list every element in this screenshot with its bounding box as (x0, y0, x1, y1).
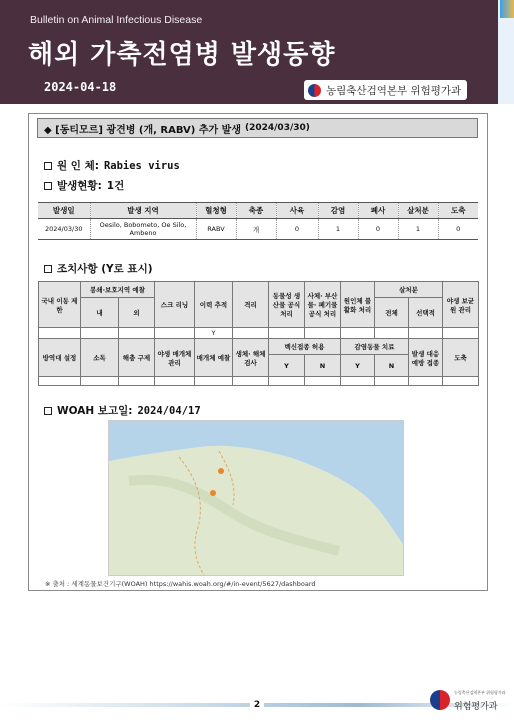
header-cell: 선택적 (409, 298, 443, 328)
org-logo-icon (307, 83, 322, 98)
page-title: 해외 가축전염병 발생동향 (28, 40, 336, 70)
header-cell: 도축 (443, 339, 479, 377)
table-header-row (38, 203, 478, 219)
header-cell: 살처분 (398, 203, 438, 219)
measures-label: 조치사항 (Y로 표시) (57, 263, 153, 275)
outbreak-marker (210, 490, 216, 496)
header-cell: 이력 추적 (195, 282, 233, 328)
topic-date: (2024/03/30) (244, 123, 310, 133)
header-cell: 축종 (236, 203, 276, 219)
value-cell (409, 377, 443, 386)
value-cell (305, 328, 341, 339)
source-note: ※ 출처 : 세계동물보건기구(WOAH) https://wahis.woah.org/#/in-event/5627/dashboard (45, 580, 316, 588)
value-cell (443, 328, 479, 339)
value-cell (155, 377, 195, 386)
header-cell: 백신접종 허용 (269, 339, 341, 355)
header-cell: 매개체 예찰 (195, 339, 233, 377)
header-cell: 방역대 설정 (39, 339, 81, 377)
header-cell: N (305, 355, 341, 377)
measures-table (38, 281, 479, 386)
header-cell: 동물성 생산물 공식 처리 (269, 282, 305, 328)
header-cell: 발생 대응 예방 접종 (409, 339, 443, 377)
value-cell (375, 328, 409, 339)
header-cell: 외 (119, 298, 155, 328)
outbreak-table (38, 202, 478, 240)
header-cell: 내 (81, 298, 119, 328)
header-cell: 폐사 (358, 203, 398, 219)
header-cell: 봉쇄·보호지역 예찰 (81, 282, 155, 298)
table-cell: 0 (358, 219, 398, 240)
checkbox-icon (44, 182, 52, 190)
corner-color-strip (500, 0, 514, 18)
checkbox-icon (44, 265, 52, 273)
header-cell: 국내 이동 제한 (39, 282, 81, 328)
org-name: 농림축산검역본부 위험평가과 (326, 84, 462, 97)
header-cell: 스크 리닝 (155, 282, 195, 328)
header-cell: 살처분 (375, 282, 443, 298)
header-cell: 감염 (318, 203, 358, 219)
pathogen-label: 원 인 체: (57, 160, 99, 172)
value-cell (269, 377, 305, 386)
page-number: 2 (250, 698, 264, 712)
value-cell (39, 377, 81, 386)
checkbox-icon (44, 162, 52, 170)
value-cell (269, 328, 305, 339)
value-cell (81, 328, 119, 339)
table-row (39, 377, 479, 386)
woah-date: 2024/04/17 (137, 404, 201, 417)
measures-title (44, 261, 153, 276)
topic-label: ◆ [동티모르] 광견병 (개, RABV) 추가 발생 (44, 124, 241, 136)
table-cell: 0 (438, 219, 478, 240)
footer-org-small: 농림축산검역본부 위험평가과 (454, 690, 506, 695)
value-cell: Y (195, 328, 233, 339)
table-cell: RABV (196, 219, 236, 240)
outbreak-map (108, 420, 404, 576)
table-cell: 2024/03/30 (38, 219, 90, 240)
value-cell (443, 377, 479, 386)
value-cell (81, 377, 119, 386)
map-graphic (109, 421, 404, 576)
value-cell (155, 328, 195, 339)
header-cell: Y (269, 355, 305, 377)
topic-bar (37, 118, 478, 138)
header-cell: Y (341, 355, 375, 377)
header-cell: 전체 (375, 298, 409, 328)
header-cell: 혈청형 (196, 203, 236, 219)
table-row (39, 339, 479, 355)
pathogen-value: Rabies virus (103, 159, 180, 172)
value-cell (375, 377, 409, 386)
woah-label: WOAH 보고일: (57, 405, 133, 417)
occurrence-item (44, 178, 124, 193)
header-cell: 해충 구제 (119, 339, 155, 377)
footer-department: 위험평가과 (454, 702, 498, 712)
table-cell: 1 (318, 219, 358, 240)
header-cell: 발생 지역 (90, 203, 196, 219)
value-cell (195, 377, 233, 386)
value-cell (119, 328, 155, 339)
value-cell (233, 328, 269, 339)
occurrence-value: 1건 (106, 180, 125, 192)
value-cell (39, 328, 81, 339)
checkbox-icon (44, 407, 52, 415)
value-cell (233, 377, 269, 386)
header-cell: N (375, 355, 409, 377)
header-cell: 감염동물 치료 (341, 339, 409, 355)
occurrence-label: 발생현황: (57, 180, 102, 192)
header-cell: 발생일 (38, 203, 90, 219)
publish-date: 2024-04-18 (44, 80, 117, 94)
table-cell: 1 (398, 219, 438, 240)
header-cell: 원인체 불활화 처리 (341, 282, 375, 328)
outbreak-marker (218, 468, 224, 474)
bulletin-subtitle: Bulletin on Animal Infectious Disease (30, 14, 203, 26)
header-cell: 소독 (81, 339, 119, 377)
value-cell (341, 328, 375, 339)
table-row (38, 219, 478, 240)
value-cell (341, 377, 375, 386)
table-row (39, 328, 479, 339)
woah-item (44, 403, 201, 418)
org-badge (304, 80, 467, 100)
value-cell (409, 328, 443, 339)
header-cell: 야생 매개체 관리 (155, 339, 195, 377)
header-cell: 야생 보균원 관리 (443, 282, 479, 328)
header-cell: 격리 (233, 282, 269, 328)
footer-logo-icon (430, 690, 450, 710)
value-cell (119, 377, 155, 386)
pathogen-item (44, 158, 180, 173)
table-row (39, 282, 479, 298)
header-cell: 도축 (438, 203, 478, 219)
table-cell: 개 (236, 219, 276, 240)
header-cell: 사체· 부산물· 폐기물 공식 처리 (305, 282, 341, 328)
value-cell (305, 377, 341, 386)
header-cell: 사육 (276, 203, 318, 219)
table-cell: Oesilo, Bobometo, Oe Silo, Ambeno (90, 219, 196, 240)
table-cell: 0 (276, 219, 318, 240)
header-cell: 생체· 해체 검사 (233, 339, 269, 377)
